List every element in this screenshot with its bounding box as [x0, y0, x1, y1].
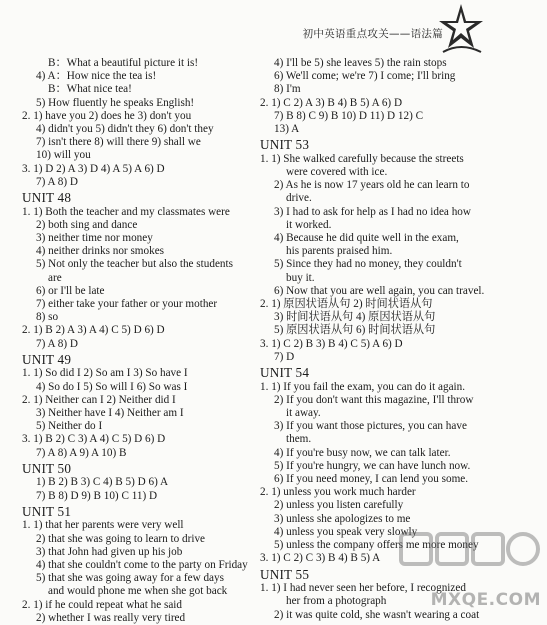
answer-line: 5) unless the company offers me more money — [274, 539, 479, 552]
answer-line: 1. 1) She walked carefully because the streets — [260, 152, 464, 165]
answer-line: 4) A：How nice the tea is! — [36, 70, 157, 83]
answer-line: 3) I had to ask for help as I had no idea how — [274, 205, 471, 218]
answer-line: 2) unless you listen carefully — [274, 499, 404, 512]
left-column — [22, 57, 254, 625]
answer-line: 2) it was quite cold, she wasn't wearing a coat — [274, 608, 480, 621]
answer-line: them. — [286, 433, 312, 446]
answer-line: 7) A 8) D — [36, 175, 78, 188]
answer-line: 2) whether I was really very tired — [36, 611, 186, 624]
answer-line: 2. 1) Neither can I 2) Neither did I — [22, 393, 176, 406]
answer-line: 3) If you want those pictures, you can have — [274, 420, 467, 433]
answer-line: 3) Neither have I 4) Neither am I — [36, 407, 184, 420]
answer-line: and would phone me when she got back — [48, 585, 228, 598]
answer-line: 7) A 8) A 9) A 10) B — [36, 446, 127, 459]
answer-line: 4) I'll be 5) she leaves 5) the rain stops — [274, 57, 447, 69]
answer-line: 3. 1) C 2) B 3) B 4) C 5) A 6) D — [260, 337, 403, 350]
answer-line: 8) I'm — [274, 83, 301, 96]
answer-line: it worked. — [286, 218, 332, 231]
answer-line: buy it. — [286, 271, 315, 284]
unit-heading: UNIT 50 — [22, 460, 72, 476]
answer-line: 5) Not only the teacher but also the students — [36, 258, 233, 271]
answer-line: drive. — [286, 192, 312, 205]
answer-line: 6) or I'll be late — [36, 284, 105, 297]
answer-line: 6) We'll come; we're 7) I come; I'll bring — [274, 70, 456, 83]
answer-line: 3) unless she apologizes to me — [274, 512, 411, 525]
answer-line: 2. 1) unless you work much harder — [260, 486, 416, 499]
answer-line: 4) that she couldn't come to the party on Friday — [36, 559, 248, 572]
answer-line: 6) Now that you are well again, you can travel. — [274, 284, 485, 297]
answer-line: 7) B 8) C 9) B 10) D 11) D 12) C — [274, 109, 424, 122]
unit-heading: UNIT 55 — [260, 566, 310, 582]
answer-line: 1. 1) Both the teacher and my classmates were — [22, 205, 230, 218]
answer-line: 6) If you need money, I can lend you some. — [274, 473, 469, 486]
answer-line: 2. 1) 原因状语从句 2) 时间状语从句 — [260, 298, 433, 311]
answer-line: 5) If you're hungry, we can have lunch now. — [274, 459, 471, 472]
star-logo-icon — [437, 2, 485, 54]
answer-line: 2. 1) B 2) A 3) A 4) C 5) D 6) D — [22, 324, 165, 337]
answer-line: 3) that John had given up his job — [36, 545, 183, 558]
unit-heading: UNIT 49 — [22, 351, 72, 367]
answer-line: her from a photograph — [286, 595, 387, 608]
answer-line: 7) either take your father or your mother — [36, 298, 218, 311]
answer-line: 7) D — [274, 350, 295, 363]
unit-heading: UNIT 51 — [22, 503, 72, 519]
answer-line: 1. 1) If you fail the exam, you can do it again. — [260, 380, 466, 393]
answer-line: 4) didn't you 5) didn't they 6) don't they — [36, 123, 214, 136]
answer-line: 3. 1) C 2) C 3) B 4) B 5) A — [260, 552, 381, 565]
answer-line: 2. 1) C 2) A 3) B 4) B 5) A 6) D — [260, 96, 403, 109]
answer-line: 5) Neither do I — [36, 420, 103, 433]
answer-line: 1. 1) I had never seen her before, I recognized — [260, 582, 466, 595]
answer-line: 5) that she was going away for a few days — [36, 572, 224, 585]
unit-heading: UNIT 53 — [260, 137, 310, 153]
answer-line: 4) Because he did quite well in the exam, — [274, 232, 459, 245]
unit-heading: UNIT 54 — [260, 365, 310, 381]
right-column — [260, 57, 486, 622]
answer-line: 3. 1) D 2) A 3) D 4) A 5) A 6) D — [22, 162, 165, 175]
answer-line: 13) A — [274, 123, 300, 136]
answer-line: 1. 1) that her parents were very well — [22, 519, 184, 532]
answer-line: 7) B 8) D 9) B 10) C 11) D — [36, 489, 158, 502]
watermark-url: MXQE.COM — [430, 590, 541, 610]
answer-line: 8) so — [36, 311, 59, 324]
answer-line: 4) If you're busy now, we can talk later. — [274, 446, 451, 459]
answer-line: 1. 1) So did I 2) So am I 3) So have I — [22, 367, 188, 380]
answer-line: 2. 1) if he could repeat what he said — [22, 598, 182, 611]
answer-line: are — [48, 271, 62, 284]
answer-line: 5) Since they had no money, they couldn't — [274, 258, 462, 271]
unit-heading: UNIT 48 — [22, 190, 72, 206]
answer-line: B：What nice tea! — [48, 83, 132, 96]
answer-line: his parents praised him. — [286, 245, 393, 258]
answer-line: 2) As he is now 17 years old he can learn to — [274, 179, 470, 192]
answer-line: B：What a beautiful picture it is! — [48, 57, 199, 69]
answer-line: 5) How fluently he speaks English! — [36, 96, 195, 109]
answer-line: 4) So do I 5) So will I 6) So was I — [36, 380, 188, 393]
answer-line: 2) If you don't want this magazine, I'll throw — [274, 393, 474, 406]
answer-line: 4) neither drinks nor smokes — [36, 245, 165, 258]
answer-line: 1) B 2) B 3) C 4) B 5) D 6) A — [36, 476, 169, 489]
answer-line: 3. 1) B 2) C 3) A 4) C 5) D 6) D — [22, 433, 166, 446]
answer-line: 3) neither time nor money — [36, 232, 153, 245]
answer-line: 2) that she was going to learn to drive — [36, 532, 206, 545]
answer-line: 2) both sing and dance — [36, 218, 138, 231]
answer-line: were covered with ice. — [286, 166, 388, 179]
answer-line: 4) unless you speak very slowly — [274, 525, 418, 538]
answer-line: 2. 1) have you 2) does he 3) don't you — [22, 109, 192, 122]
answer-line: 5) 原因状语从句 6) 时间状语从句 — [274, 324, 436, 337]
answer-line: 10) will you — [36, 149, 91, 162]
answer-line: 7) A 8) D — [36, 337, 78, 350]
header-title: 初中英语重点攻关——语法篇 — [302, 28, 443, 40]
answer-line: 7) isn't there 8) will there 9) shall we — [36, 136, 201, 149]
page-header — [0, 0, 547, 56]
answer-line: 3) 时间状语从句 4) 原因状语从句 — [274, 311, 436, 324]
answer-line: it away. — [286, 407, 321, 420]
